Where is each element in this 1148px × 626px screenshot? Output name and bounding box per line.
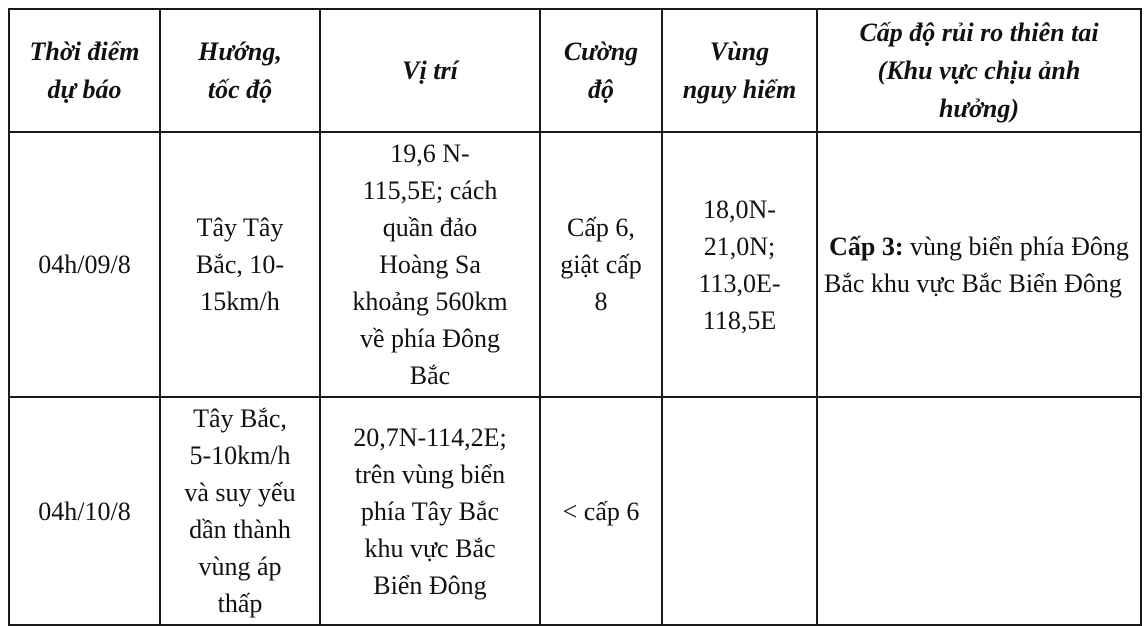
cell-intensity: < cấp 6 [540,397,662,625]
header-forecast-time: Thời điểm dự báo [9,9,160,132]
header-risk-level: Cấp độ rủi ro thiên tai (Khu vực chịu ảnh hưởng) [817,9,1141,132]
header-position: Vị trí [320,9,540,132]
cell-danger-zone: 18,0N- 21,0N; 113,0E- 118,5E [662,132,817,397]
forecast-table [8,8,1142,626]
cell-risk [817,132,1141,397]
cell-time: 04h/09/8 [9,132,160,397]
cell-direction: Tây Tây Bắc, 10- 15km/h [160,132,320,397]
cell-intensity: Cấp 6, giật cấp 8 [540,132,662,397]
cell-danger-zone [662,397,817,625]
risk-level-label: Cấp 3: [829,231,904,261]
header-direction-speed: Hướng, tốc độ [160,9,320,132]
cell-position: 19,6 N- 115,5E; cách quần đảo Hoàng Sa khoảng 560km về phía Đông Bắc [320,132,540,397]
table-row [9,132,1141,397]
header-intensity: Cường độ [540,9,662,132]
header-row [9,9,1141,132]
cell-time: 04h/10/8 [9,397,160,625]
cell-risk [817,397,1141,625]
table-row [9,397,1141,625]
risk-area-text: vùng biển phía Đông Bắc khu vực Bắc Biển Đông [824,231,1129,298]
header-danger-zone: Vùng nguy hiểm [662,9,817,132]
cell-position: 20,7N-114,2E; trên vùng biển phía Tây Bắc khu vực Bắc Biển Đông [320,397,540,625]
cell-direction: Tây Bắc, 5-10km/h và suy yếu dần thành vùng áp thấp [160,397,320,625]
